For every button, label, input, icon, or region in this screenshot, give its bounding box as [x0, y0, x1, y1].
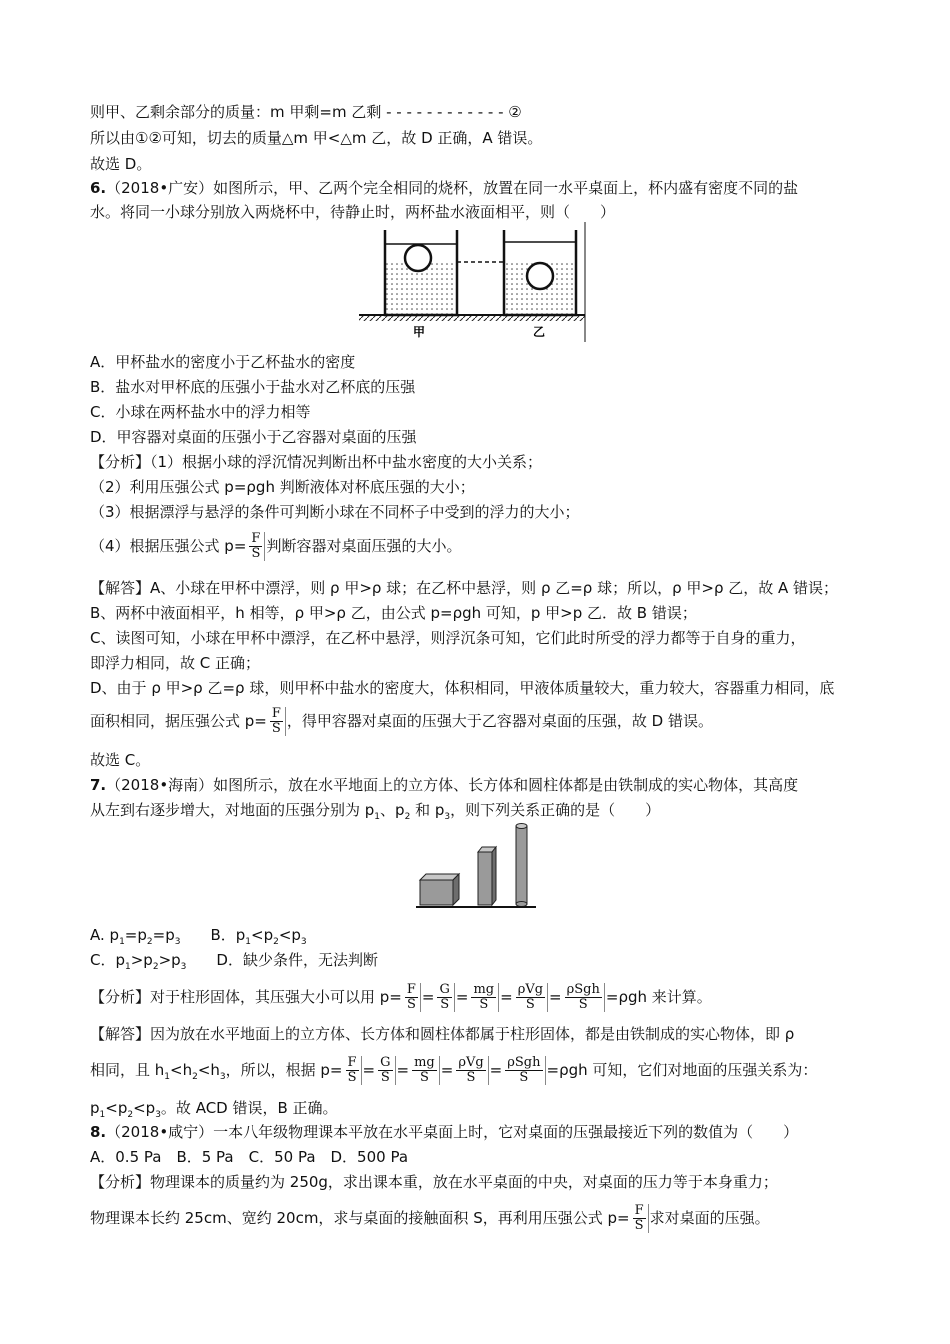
label-yi: 乙 — [533, 325, 546, 339]
ball-jia — [405, 245, 431, 271]
text-line: 水。将同一小球分别放入两烧杯中，待静止时，两杯盐水液面相平，则（ ） — [90, 203, 616, 221]
ball-yi — [527, 263, 553, 289]
cylinder — [516, 824, 527, 907]
option-c: C．小球在两杯盐水中的浮力相等 — [90, 403, 311, 421]
formula-fraction: $\frac{F}{S}$ — [268, 707, 286, 736]
solution-line: 面积相同，据压强公式 p= $\frac{F}{S}$ ，得甲容器对桌面的压强大于乙容器对桌面的压强，故 D 错误。 — [90, 706, 713, 736]
text-line: 则甲、乙剩余部分的质量：m 甲剩=m 乙剩 - - - - - - - - - - - - ② — [90, 103, 522, 121]
solution-line: $p_1<p_2<p_3$。故 ACD 错误，B 正确。 — [90, 1099, 338, 1120]
solution-line: 即浮力相同，故 C 正确； — [90, 654, 261, 672]
cuboid — [478, 847, 496, 905]
question-7-stem: 7.（2018•海南）如图所示，放在水平地面上的立方体、长方体和圆柱体都是由铁制成的实心物体，其高度 — [90, 776, 799, 794]
stem-text: （2018•广安）如图所示，甲、乙两个完全相同的烧杯，放置在同一水平桌面上，杯内盛有密度不同的盐 — [106, 179, 799, 197]
question-6-stem — [90, 177, 870, 199]
analysis-line: （4）根据压强公式 p= $\frac{F}{S}$ 判断容器对桌面压强的大小。 — [90, 531, 462, 561]
question-8-stem: 8.（2018•咸宁）一本八年级物理课本平放在水平桌面上时，它对桌面的压强最接近下列的数值为（ ） — [90, 1123, 799, 1141]
analysis-line: （2）利用压强公式 p=ρgh 判断液体对杯底压强的大小； — [90, 478, 475, 496]
question-number: 6. — [90, 179, 107, 197]
solution-line: B、两杯中液面相平，h 相等，ρ 甲>ρ 乙，由公式 p=ρgh 可知，p 甲>p 乙．故 B 错误； — [90, 604, 697, 622]
label-jia: 甲 — [413, 325, 426, 339]
solution-line: D、由于 ρ 甲>ρ 乙=ρ 球，则甲杯中盐水的密度大，体积相同，甲液体质量较大，重力较大，容器重力相同，底 — [90, 679, 835, 697]
solution-line: C、读图可知，小球在甲杯中漂浮，在乙杯中悬浮，则浮沉条可知，它们此时所受的浮力都等于自身的重力， — [90, 629, 806, 647]
formula-fraction: $\frac{F}{S}$ — [631, 1204, 649, 1233]
solution-line: 【解答】A、小球在甲杯中漂浮，则 ρ 甲>ρ 球；在乙杯中悬浮，则 ρ 乙=ρ 球；所以，ρ 甲>ρ 乙，故 A 错误； — [90, 579, 839, 597]
option-cd: C．$p_1>p_2>p_3$ D．缺少条件，无法判断 — [90, 951, 378, 972]
option-ab: A. $p_1=p_2=p_3$ B．$p_1<p_2<p_3$ — [90, 926, 307, 947]
analysis-line: 【分析】物理课本的质量约为 250g，求出课本重，放在水平桌面的中央，对桌面的压力等于本身重力； — [90, 1173, 778, 1191]
beakers-figure — [355, 222, 590, 342]
question-number: 7. — [90, 776, 107, 794]
option-b: B．盐水对甲杯底的压强小于盐水对乙杯底的压强 — [90, 378, 416, 396]
cube — [420, 874, 459, 905]
text-line: 故选 D。 — [90, 155, 152, 173]
solids-figure — [415, 820, 537, 912]
option-d: D．甲容器对桌面的压强小于乙容器对桌面的压强 — [90, 428, 417, 446]
option-a: A．甲杯盐水的密度小于乙杯盐水的密度 — [90, 353, 356, 371]
solution-line: 【解答】因为放在水平地面上的立方体、长方体和圆柱体都属于柱形固体，都是由铁制成的实心物体，即 ρ — [90, 1025, 795, 1043]
question-number: 8. — [90, 1123, 107, 1141]
analysis-line: 【分析】（1）根据小球的浮沉情况判断出杯中盐水密度的大小关系； — [90, 453, 543, 471]
formula-fraction: $\frac{F}{S}$ — [247, 532, 265, 561]
analysis-line: 【分析】对于柱形固体，其压强大小可以用 p= $\frac{F}{S}$ = $\frac{G}{S}$ = $\frac{mg}{S}$ = $\frac{\text{ρVg}}{S}$ = $\frac{\text{ρSgh}}{S}$ =ρgh 来计算。 — [90, 982, 712, 1012]
solution-line: 相同，且 $h_1<h_2<h_3$，所以，根据 p= $\frac{F}{S}$ = $\frac{G}{S}$ = $\frac{mg}{S}$ = $\frac{\text{ρVg}}{S}$ = $\frac{\text{ρSgh}}{S}$ =ρgh 可知，它们对地面的压强关系为： — [90, 1055, 818, 1085]
analysis-line: （3）根据漂浮与悬浮的条件可判断小球在不同杯子中受到的浮力的大小； — [90, 503, 580, 521]
options-line: A．0.5 Pa B．5 Pa C．50 Pa D．500 Pa — [90, 1148, 409, 1166]
analysis-line: 物理课本长约 25cm、宽约 20cm，求与桌面的接触面积 S，再利用压强公式 p= $\frac{F}{S}$ 求对桌面的压强。 — [90, 1203, 770, 1233]
text-line: 所以由①②可知，切去的质量△m 甲<△m 乙，故 D 正确，A 错误。 — [90, 129, 543, 147]
text-line: 故选 C。 — [90, 751, 151, 769]
question-7-stem-line2: 从左到右逐步增大，对地面的压强分别为 $p_1$、$p_2$ 和 $p_3$，则下列关系正确的是（ ） — [90, 801, 661, 822]
